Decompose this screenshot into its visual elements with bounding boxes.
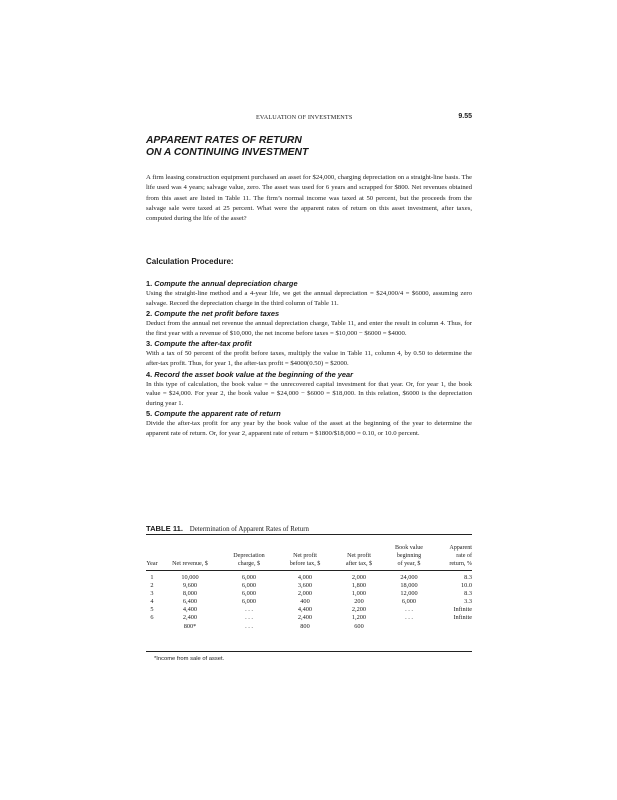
table-cell: 10,000 <box>181 574 199 581</box>
column-header <box>164 560 216 568</box>
column-header <box>434 544 472 568</box>
step-title <box>146 309 472 319</box>
step-2 <box>146 309 472 338</box>
column-header <box>146 560 158 568</box>
table-cell: 1,000 <box>351 590 367 598</box>
table-cell: 6,000 <box>241 590 257 598</box>
table-top-rule <box>146 534 472 535</box>
running-head-title: EVALUATION OF INVESTMENTS <box>256 114 353 121</box>
step-body: With a tax of 50 percent of the profit before taxes, multiply the value in Table 11, column 4, by 0.50 to determine the after-tax profit. Thus, for year 1, the after-tax profit = $4000(0.50) = $2000. <box>146 350 472 367</box>
table-footnote: *Income from sale of asset. <box>154 656 225 662</box>
table-cell: 6,000 <box>241 582 257 590</box>
step-heading: Compute the apparent rate of return <box>154 409 281 419</box>
table-cell: Infinite <box>453 606 472 614</box>
table-cell: 2,400 <box>297 614 313 622</box>
table-cell: . . . <box>405 614 413 622</box>
table-row <box>146 598 472 606</box>
column-header-line: charge, $ <box>237 561 261 567</box>
table-cell: 12,000 <box>400 590 418 598</box>
table-cell: Infinite <box>453 614 472 622</box>
column-header <box>224 552 274 568</box>
table-cell: 8.3 <box>464 574 472 581</box>
table-cell: 4,000 <box>297 574 313 581</box>
column-header-line: after tax, $ <box>345 561 373 567</box>
column-header-line: Net revenue, $ <box>172 561 208 567</box>
column-header-line: of year, $ <box>397 561 421 567</box>
step-body: Using the straight-line method and a 4-year life, we get the annual depreciation = $24,000/4 = $6000, assuming zero salvage. Record the depreciation charge in the third column of Table 11. <box>146 290 472 307</box>
table-cell: 800 <box>300 622 310 630</box>
section-title-line-1: APPARENT RATES OF RETURN <box>146 135 302 146</box>
column-header-line: Depreciation <box>233 553 265 559</box>
table-header-rule <box>146 570 472 571</box>
table-body <box>146 574 472 631</box>
calculation-steps <box>146 279 472 440</box>
table-caption <box>146 524 309 533</box>
table-cell: . . . <box>245 614 253 622</box>
column-header <box>337 552 381 568</box>
table-row <box>146 574 472 582</box>
table-cell: 5 <box>150 606 154 614</box>
column-header-line: rate of <box>456 553 472 559</box>
table-cell: 2,400 <box>182 614 198 622</box>
table-cell: 9,600 <box>182 582 198 590</box>
section-title-line-2: ON A CONTINUING INVESTMENT <box>146 147 309 158</box>
step-heading: Compute the annual depreciation charge <box>154 279 298 288</box>
column-header <box>279 552 331 568</box>
table-cell: 1 <box>150 574 154 581</box>
table-cell: . . . <box>405 606 413 614</box>
table-cell: 200 <box>354 598 364 606</box>
table-cell: 24,000 <box>400 574 418 581</box>
table-cell: 1,800 <box>351 582 367 590</box>
column-header-line: beginning <box>396 553 422 559</box>
document-page <box>146 0 472 800</box>
table-cell: 10.0 <box>460 582 472 590</box>
table-caption-text: Determination of Apparent Rates of Return <box>189 526 309 533</box>
table-cell: 2,000 <box>297 590 313 598</box>
table-cell: 1,200 <box>351 614 367 622</box>
step-title <box>146 279 472 289</box>
table-cell: . . . <box>245 622 253 630</box>
step-heading: Compute the after-tax profit <box>154 339 252 349</box>
table-cell: 6,000 <box>241 574 257 581</box>
table-bottom-rule <box>146 651 472 652</box>
step-number: 5. <box>146 409 153 419</box>
column-header-line: return, % <box>449 561 472 567</box>
column-header-line: Year <box>146 561 158 567</box>
step-heading: Compute the net profit before taxes <box>154 309 280 319</box>
table-cell: 800* <box>183 622 197 630</box>
table-cell: 2,200 <box>351 606 367 614</box>
table-cell: 3 <box>150 590 154 598</box>
step-title <box>146 370 472 380</box>
step-title <box>146 339 472 349</box>
step-4 <box>146 370 472 409</box>
table-cell: 6,000 <box>241 598 257 606</box>
table-label: TABLE 11. <box>146 524 183 533</box>
step-title <box>146 409 472 419</box>
table-row <box>146 606 472 614</box>
step-3 <box>146 339 472 368</box>
step-body: Deduct from the annual net revenue the annual depreciation charge, Table 11, and enter the result in column 4. Thus, for the first year with a revenue of $10,000, the net income before taxes = $10,000 − $6000 = $4000. <box>146 320 472 337</box>
column-header-line: Book value <box>395 545 423 551</box>
step-heading: Record the asset book value at the beginning of the year <box>154 369 354 379</box>
table-cell: 18,000 <box>400 582 418 590</box>
table-cell: 4 <box>150 598 154 606</box>
column-header-line: Net profit <box>347 553 371 559</box>
table-row <box>146 590 472 598</box>
table-cell: 3.3 <box>464 598 472 606</box>
table-cell: 6,000 <box>401 598 417 606</box>
table-row <box>146 582 472 590</box>
table-header <box>146 538 472 569</box>
step-number: 2. <box>146 309 153 319</box>
table-cell: 4,400 <box>182 606 198 614</box>
column-header-line: Net profit <box>293 553 317 559</box>
step-number: 3. <box>146 339 153 349</box>
table-cell: 400 <box>300 598 310 606</box>
step-number: 4. <box>146 369 153 379</box>
table-cell: 2 <box>150 582 154 590</box>
table-cell: 2,000 <box>351 574 367 581</box>
table-cell: 3,600 <box>297 582 313 590</box>
table-row <box>146 614 472 622</box>
column-header-line: before tax, $ <box>289 561 321 567</box>
table-cell: 6,400 <box>182 598 198 606</box>
table-cell: 8,000 <box>182 590 198 598</box>
page-number: 9.55 <box>458 113 472 120</box>
column-header-line: Apparent <box>449 545 472 551</box>
step-body: In this type of calculation, the book value = the unrecovered capital investment for that year. Or, for year 1, the book value = $24,000. For year 2, the book value = $24,000 − $6000 = $18,000. In this relation, $6000 is the depreciation during year 1. <box>146 380 472 407</box>
step-number: 1. <box>146 279 153 288</box>
calculation-procedure-heading: Calculation Procedure: <box>146 257 234 266</box>
step-body: Divide the after-tax profit for any year by the book value of the asset at the beginning of the year to determine the apparent rate of return. Or, for year 2, apparent rate of return = $1800/$18,000 = 0.10, or 10.0 percent. <box>146 420 472 437</box>
table-cell: 4,400 <box>297 606 313 614</box>
step-5 <box>146 409 472 438</box>
table-row <box>146 623 472 631</box>
table-cell: 600 <box>354 622 364 630</box>
column-header <box>387 544 431 568</box>
table-cell: 6 <box>150 614 154 622</box>
table-cell: 8.3 <box>464 590 472 598</box>
section-title <box>146 135 308 159</box>
running-head <box>146 114 472 124</box>
problem-statement: A firm leasing construction equipment purchased an asset for $24,000, charging depreciation on a straight-line basis. The life used was 4 years; salvage value, zero. The asset was used for 6 years and scrapped for $800. Net revenues obtained from this asset are listed in Table 11. The firm’s normal income was taxed at 50 percent, but the proceeds from the salvage sale were taxed at 25 percent. What were the apparent rates of return on this asset investment, after taxes, computed during the life of the asset? <box>146 174 472 223</box>
table-cell: . . . <box>245 606 253 614</box>
step-1 <box>146 279 472 308</box>
